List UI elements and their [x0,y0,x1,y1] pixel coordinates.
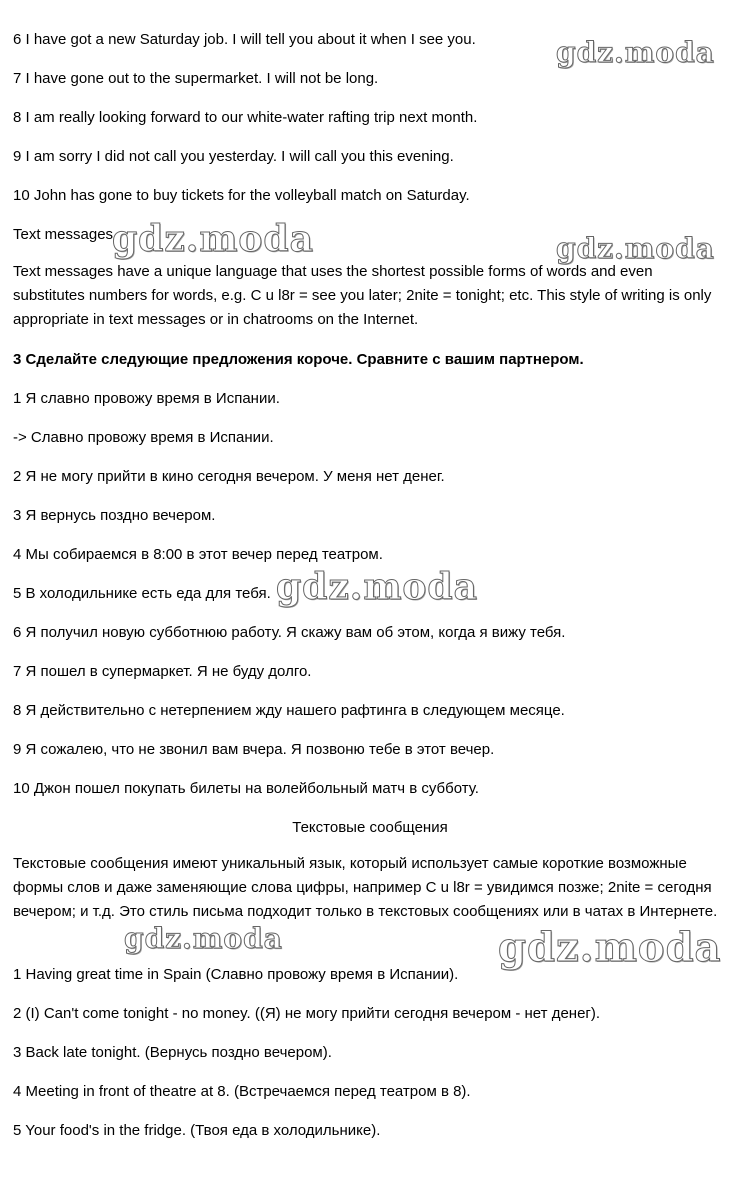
answer-line-5: 5 Your food's in the fridge. (Твоя еда в холодильнике). [13,1122,381,1139]
answer-line-2: 2 (I) Can't come tonight - no money. ((Я) не могу прийти сегодня вечером - нет денег). [13,1005,601,1022]
watermark-logo: gdz.moda [556,36,715,69]
russian-line-6: 6 Я получил новую субботнюю работу. Я скажу вам об этом, когда я вижу тебя. [13,624,566,641]
text-messages-paragraph: Text messages have a unique language that uses the shortest possible forms of words and even substitutes numbers for words, e.g. C u l8r = see you later; 2nite = tonight; etc. This style of writing is only appropriate in text messages or in chatrooms on the Internet. [13,263,712,328]
russian-line-1: 1 Я славно провожу время в Испании. [13,390,280,407]
english-line-10: 10 John has gone to buy tickets for the volleyball match on Saturday. [13,187,470,204]
russian-line-3: 3 Я вернусь поздно вечером. [13,507,216,524]
watermark-logo: gdz.moda [556,232,715,265]
english-line-7: 7 I have gone out to the supermarket. I will not be long. [13,70,379,87]
russian-line-9: 9 Я сожалею, что не звонил вам вчера. Я позвоню тебе в этот вечер. [13,741,495,758]
english-line-9: 9 I am sorry I did not call you yesterday. I will call you this evening. [13,148,454,165]
task-heading: 3 Сделайте следующие предложения короче. Сравните с вашим партнером. [13,351,584,368]
answer-line-1: 1 Having great time in Spain (Славно провожу время в Испании). [13,966,459,983]
russian-line-5: 5 В холодильнике есть еда для тебя. [13,585,271,602]
russian-line-8: 8 Я действительно с нетерпением жду нашего рафтинга в следующем месяце. [13,702,565,719]
russian-line-1-short: -> Славно провожу время в Испании. [13,429,274,446]
english-line-8: 8 I am really looking forward to our white-water rafting trip next month. [13,109,478,126]
answer-line-4: 4 Meeting in front of theatre at 8. (Встречаемся перед театром в 8). [13,1083,471,1100]
russian-line-4: 4 Мы собираемся в 8:00 в этот вечер перед театром. [13,546,383,563]
russian-paragraph: Текстовые сообщения имеют уникальный язык, который использует самые короткие возможные формы слов и даже заменяющие слова цифры, например C u l8r = увидимся позже; 2nite = сегодня вечером; и т.д. Это стиль письма подходит только в текстовых сообщениях или в чатах в Интернете. [13,855,718,920]
russian-line-7: 7 Я пошел в супермаркет. Я не буду долго. [13,663,312,680]
russian-line-2: 2 Я не могу прийти в кино сегодня вечером. У меня нет денег. [13,468,445,485]
answer-line-3: 3 Back late tonight. (Вернусь поздно вечером). [13,1044,332,1061]
watermark-logo: gdz.moda [276,566,478,608]
text-messages-heading: Text messages [13,226,114,243]
english-line-6: 6 I have got a new Saturday job. I will tell you about it when I see you. [13,31,476,48]
watermark-logo: gdz.moda [498,924,722,971]
russian-heading: Текстовые сообщения [292,819,448,836]
russian-line-10: 10 Джон пошел покупать билеты на волейбольный матч в субботу. [13,780,479,797]
watermark-logo: gdz.moda [124,922,283,955]
watermark-logo: gdz.moda [112,218,314,260]
